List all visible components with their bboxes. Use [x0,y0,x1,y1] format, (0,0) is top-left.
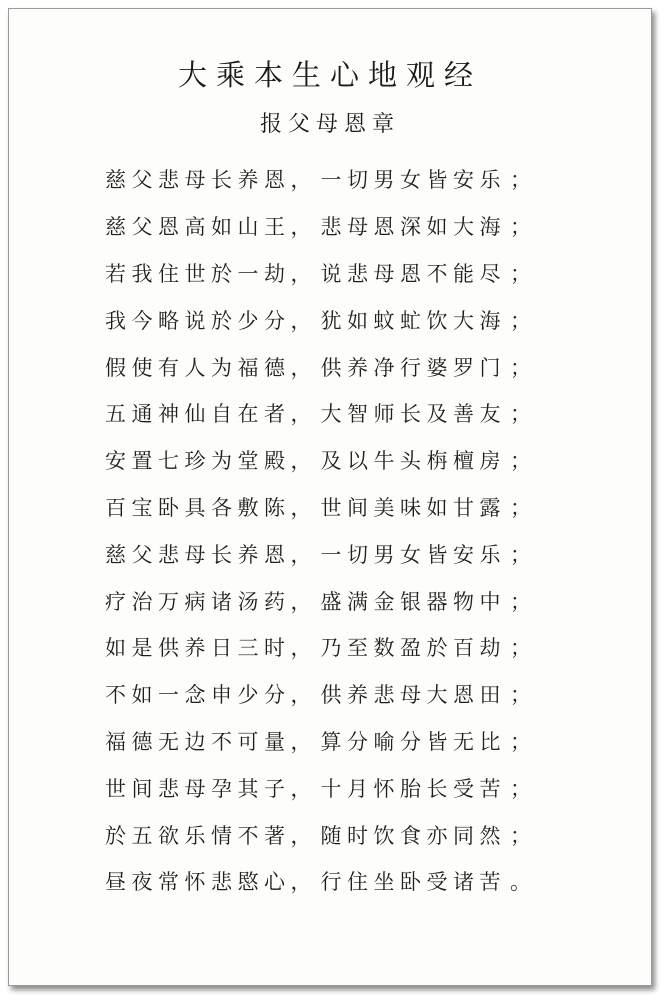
verse-end-mark: ； [510,776,531,801]
verse-end-mark: ； [510,683,531,708]
verse-comma: ， [290,355,312,380]
verse-comma: ， [290,495,312,520]
verse-first-half: 世间悲母孕其子 [105,776,291,801]
verse-first-half: 假使有人为福德 [105,355,291,380]
verse-second-half: 乃至数盈於百劫 [320,636,506,661]
verse-first-half: 慈父恩高如山王 [105,215,291,240]
verse-second-half: 供养悲母大恩田 [320,683,506,708]
verse-comma: ， [290,168,312,193]
document-page [8,8,652,986]
verse-second-half: 大智师长及善友 [320,402,506,427]
verse-end-mark: ； [510,542,531,567]
verse-second-half: 行住坐卧受诸苦 [320,870,506,895]
verse-second-half: 盛满金银器物中 [320,589,506,614]
verse-end-mark: ； [510,636,531,661]
verse-comma: ， [290,402,312,427]
verse-line [105,296,605,343]
verse-line [105,624,605,671]
verse-second-half: 一切男女皆安乐 [320,168,506,193]
verse-line [105,437,605,484]
verse-line [105,343,605,390]
verse-line [105,764,605,811]
verse-end-mark: ； [510,402,531,427]
verse-end-mark: ； [510,589,531,614]
verse-end-mark: ； [510,215,531,240]
verse-first-half: 於五欲乐情不著 [105,823,291,848]
verse-second-half: 及以牛头栴檀房 [320,449,506,474]
verse-end-mark: ； [510,355,531,380]
verse-second-half: 十月怀胎长受苦 [320,776,506,801]
verse-second-half: 世间美味如甘露 [320,495,506,520]
verse-comma: ， [290,776,312,801]
verse-comma: ， [290,589,312,614]
verse-comma: ， [290,870,312,895]
verse-second-half: 说悲母恩不能尽 [320,261,506,286]
verse-end-mark: ； [510,729,531,754]
verse-comma: ， [290,823,312,848]
verse-end-mark: ； [510,308,531,333]
verse-first-half: 昼夜常怀悲愍心 [105,870,291,895]
verse-first-half: 我今略说於少分 [105,308,291,333]
verse-line [105,530,605,577]
verse-second-half: 犹如蚊虻饮大海 [320,308,506,333]
verse-end-mark: ； [510,449,531,474]
verse-line [105,671,605,718]
verse-line [105,858,605,905]
verse-first-half: 安置七珍为堂殿 [105,449,291,474]
verse-first-half: 慈父悲母长养恩 [105,542,291,567]
verse-end-mark: ； [510,495,531,520]
verse-end-mark: ； [510,168,531,193]
verse-line [105,156,605,203]
document-title: 大乘本生心地观经 [177,58,482,92]
verse-first-half: 不如一念申少分 [105,683,291,708]
verse-comma: ， [290,308,312,333]
verse-line [105,250,605,297]
verse-line [105,811,605,858]
verse-first-half: 福德无边不可量 [105,729,291,754]
verse-first-half: 五通神仙自在者 [105,402,291,427]
verse-comma: ， [290,636,312,661]
verse-line [105,718,605,765]
verse-comma: ， [290,729,312,754]
verse-line [105,390,605,437]
verse-second-half: 随时饮食亦同然 [320,823,506,848]
verse-end-mark: ； [510,823,531,848]
verse-line [105,203,605,250]
verse-second-half: 供养净行婆罗门 [320,355,506,380]
verse-comma: ， [290,683,312,708]
verse-second-half: 算分喻分皆无比 [320,729,506,754]
verse-comma: ， [290,215,312,240]
verse-second-half: 悲母恩深如大海 [320,215,506,240]
verse-comma: ， [290,542,312,567]
verse-comma: ， [290,261,312,286]
document-subtitle: 报父母恩章 [259,112,400,137]
verse-list [105,156,605,905]
verse-first-half: 如是供养日三时 [105,636,291,661]
verse-first-half: 慈父悲母长养恩 [105,168,291,193]
verse-first-half: 疗治万病诸汤药 [105,589,291,614]
verse-first-half: 若我住世於一劫 [105,261,291,286]
verse-comma: ， [290,449,312,474]
verse-end-mark: 。 [510,870,531,895]
verse-end-mark: ； [510,261,531,286]
verse-second-half: 一切男女皆安乐 [320,542,506,567]
verse-line [105,577,605,624]
verse-line [105,484,605,531]
verse-first-half: 百宝卧具各敷陈 [105,495,291,520]
